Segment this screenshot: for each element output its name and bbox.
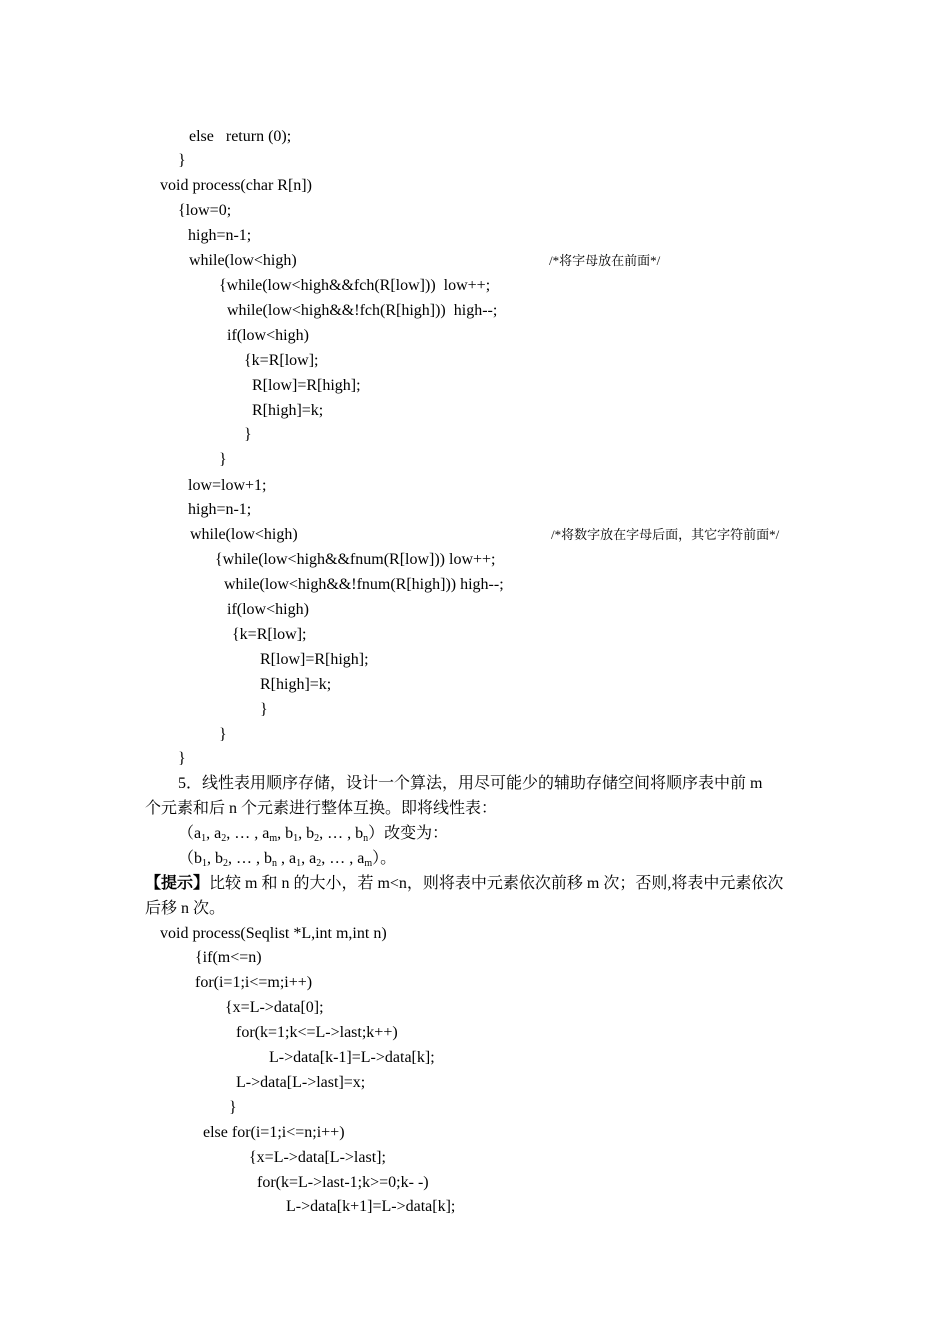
code-line: for(i=1;i<=m;i++) — [195, 974, 313, 991]
code-line: R[high]=k; — [260, 676, 332, 693]
code-comment: /*将字母放在前面*/ — [549, 253, 661, 268]
code-line: } — [219, 726, 227, 743]
code-line: {k=R[low]; — [244, 352, 319, 369]
code-line: for(k=L->last-1;k>=0;k- -) — [257, 1174, 429, 1191]
code-line: if(low<high) — [227, 327, 309, 344]
code-line: for(k=1;k<=L->last;k++) — [236, 1024, 398, 1041]
hint-paragraph — [145, 874, 783, 894]
code-line: R[low]=R[high]; — [252, 377, 361, 394]
code-line: R[low]=R[high]; — [260, 651, 369, 668]
code-line: {while(low<high&&fnum(R[low])) low++; — [215, 551, 496, 568]
code-line: high=n-1; — [188, 227, 252, 244]
code-line: if(low<high) — [227, 601, 309, 618]
code-line: } — [260, 701, 268, 718]
hint-label: 【提示】 — [145, 875, 210, 892]
problem-text: 个元素和后 n 个元素进行整体互换。即将线性表： — [145, 800, 498, 817]
code-line: void process(char R[n]) — [160, 177, 312, 194]
code-line: L->data[L->last]=x; — [236, 1074, 366, 1091]
code-line: while(low<high&&!fch(R[high])) high--; — [227, 302, 498, 319]
code-line: } — [219, 451, 227, 468]
hint-text: 比较 m 和 n 的大小，若 m<n，则将表中元素依次前移 m 次；否则,将表中元素依次 — [209, 875, 784, 892]
code-line: void process(Seqlist *L,int m,int n) — [160, 925, 387, 942]
hint-text: 后移 n 次。 — [145, 900, 226, 917]
sequence-after: （b1, b2, … , bn , a1, a2, … , am）。 — [178, 850, 397, 869]
code-line: } — [178, 750, 186, 767]
code-line: while(low<high) — [189, 252, 297, 269]
sequence-before: （a1, a2, … , am, b1, b2, … , bn）改变为： — [178, 825, 449, 844]
code-line: while(low<high) — [190, 526, 298, 543]
code-line: low=low+1; — [188, 477, 267, 494]
code-line: } — [229, 1099, 237, 1116]
code-line: {x=L->data[0]; — [225, 999, 324, 1016]
code-line: {while(low<high&&fch(R[low])) low++; — [219, 277, 491, 294]
code-comment: /*将数字放在字母后面，其它字符前面*/ — [551, 527, 780, 542]
code-line: {low=0; — [178, 202, 232, 219]
code-line: else return (0); — [189, 128, 292, 145]
code-line: while(low<high&&!fnum(R[high])) high--; — [224, 576, 504, 593]
problem-text: 5．线性表用顺序存储，设计一个算法，用尽可能少的辅助存储空间将顺序表中前 m — [178, 775, 763, 792]
code-line: R[high]=k; — [252, 402, 324, 419]
code-line: high=n-1; — [188, 501, 252, 518]
code-line: } — [244, 426, 252, 443]
code-line: else for(i=1;i<=n;i++) — [203, 1124, 345, 1141]
code-line: } — [178, 152, 186, 169]
code-line: {x=L->data[L->last]; — [249, 1149, 386, 1166]
code-line: L->data[k+1]=L->data[k]; — [286, 1198, 456, 1215]
code-line: L->data[k-1]=L->data[k]; — [269, 1049, 435, 1066]
code-line: {k=R[low]; — [232, 626, 307, 643]
code-line: {if(m<=n) — [195, 949, 262, 966]
